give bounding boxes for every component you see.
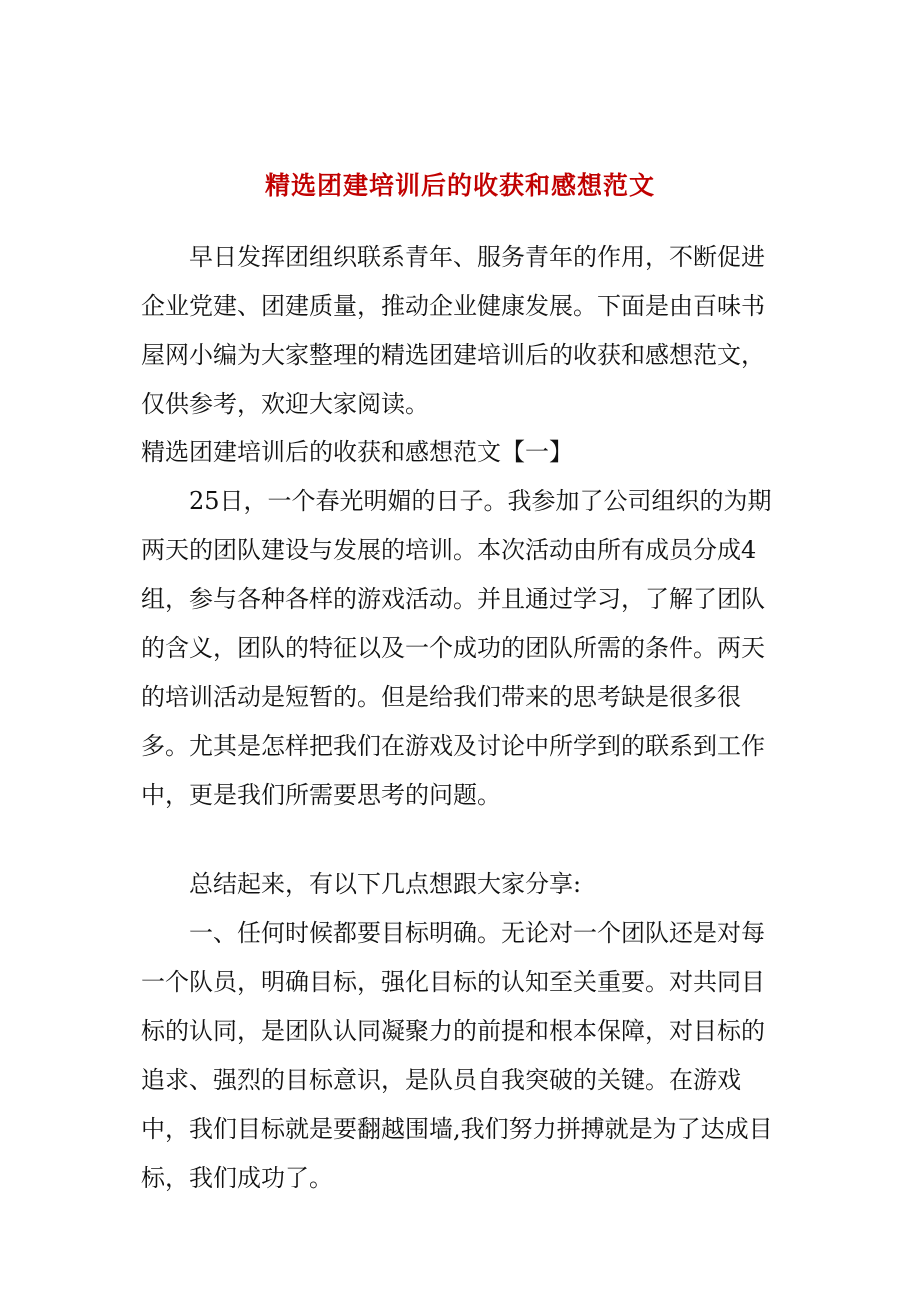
paragraph-3: 一、任何时候都要目标明确。无论对一个团队还是对每一个队员，明确目标，强化目标的认知至关重要。对共同目标的认同，是团队认同凝聚力的前提和根本保障，对目标的追求、强烈的目标意识，是队员自我突破的关键。在游戏中，我们目标就是要翻越围墙,我们努力拼搏就是为了达成目标，我们成功了。 (141, 919, 773, 1192)
document-title: 精选团建培训后的收获和感想范文 (264, 171, 655, 200)
intro-paragraph: 早日发挥团组织联系青年、服务青年的作用，不断促进企业党建、团建质量，推动企业健康发展。下面是由百味书屋网小编为大家整理的精选团建培训后的收获和感想范文，仅供参考，欢迎大家阅读。 (141, 243, 765, 418)
paragraph-2: 总结起来，有以下几点想跟大家分享: (189, 870, 582, 898)
section-heading: 精选团建培训后的收获和感想范文【一】 (141, 438, 573, 466)
paragraph-1: 25日，一个春光明媚的日子。我参加了公司组织的为期两天的团队建设与发展的培训。本次活动由所有成员分成4组，参与各种各样的游戏活动。并且通过学习，了解了团队的含义，团队的特征以及一个成功的团队所需的条件。两天的培训活动是短暂的。但是给我们带来的思考缺是很多很多。尤其是怎样把我们在游戏及讨论中所学到的联系到工作中，更是我们所需要思考的问题。 (141, 487, 772, 809)
